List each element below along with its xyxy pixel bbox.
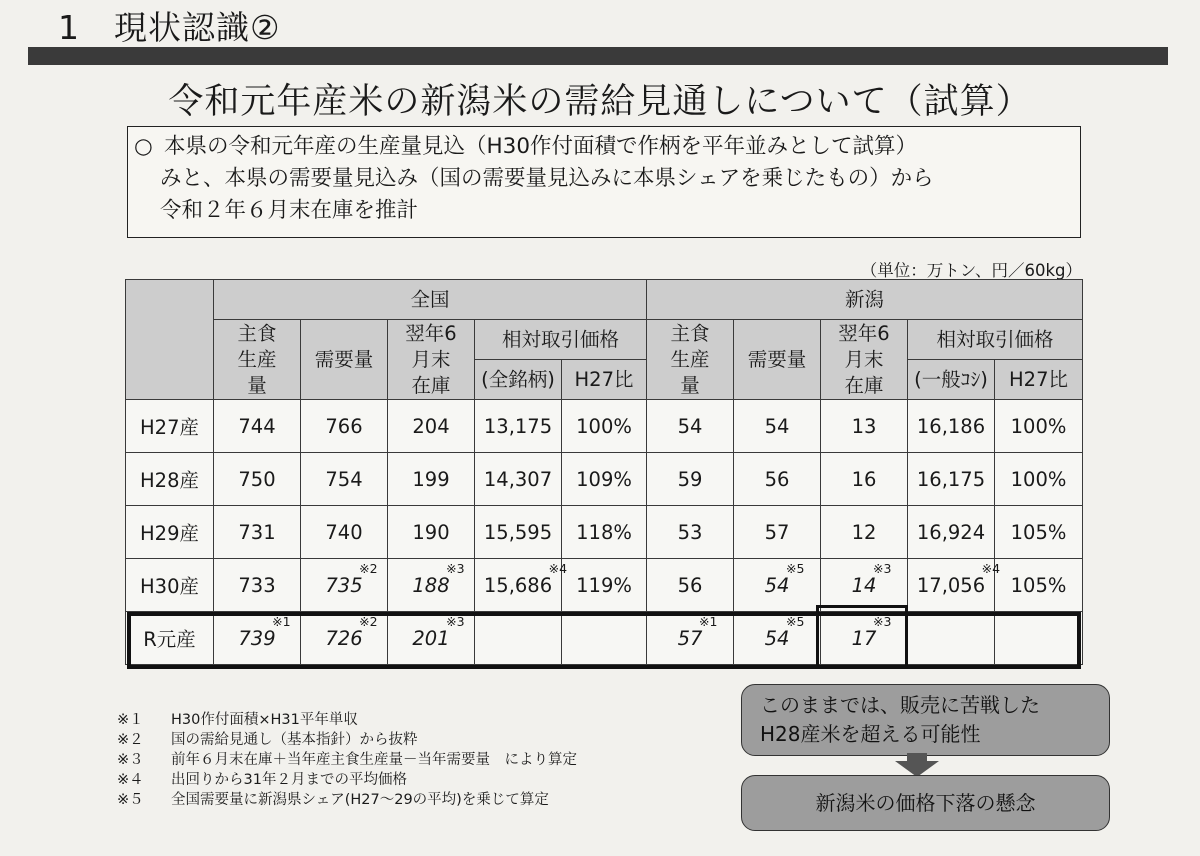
national-ratio-cell: 109%	[562, 453, 647, 506]
footnote-marker: ※3	[872, 613, 892, 629]
footnote-text: 前年６月末在庫＋当年産主食生産量－当年需要量 により算定	[171, 752, 577, 768]
footnote-marker: ※2	[359, 613, 378, 629]
footnote-marker: ※3	[446, 613, 465, 629]
bullet-circle: ○	[134, 134, 153, 159]
national-production-cell: 733	[214, 559, 301, 612]
footnote-text: 全国需要量に新潟県シェア(H27～29の平均)を乗じて算定	[171, 792, 549, 808]
summary-box	[127, 126, 1081, 238]
niigata-ratio-cell: 100%	[995, 453, 1083, 506]
concern-callout: 新潟米の価格下落の懸念	[741, 775, 1110, 831]
footnote-text: 国の需給見通し（基本指針）から抜粋	[171, 732, 418, 748]
risk-callout	[741, 684, 1110, 756]
slide-title: 1 現状認識②	[58, 8, 281, 47]
header-national-production: 主食 生産量	[214, 320, 301, 400]
niigata-demand-cell	[734, 559, 821, 612]
header-national: 全国	[214, 280, 647, 320]
header-niigata-production: 主食 生産量	[647, 320, 734, 400]
footnote-text: 出回りから31年２月までの平均価格	[171, 772, 407, 788]
header-national-vs-h27: H27比	[562, 360, 647, 400]
footnote-marker: ※4	[548, 560, 568, 576]
footnote-marker: ※1	[272, 613, 291, 629]
r1-row-highlight-frame	[127, 612, 1081, 669]
niigata-ratio-cell: 105%	[995, 559, 1083, 612]
cell-value: 726	[325, 626, 363, 650]
table-row-h30	[126, 559, 1083, 612]
niigata-ratio-cell: 105%	[995, 506, 1083, 559]
cell-value: 17,056	[916, 573, 986, 597]
risk-callout-line-1: このままでは、販売に苦戦した	[760, 693, 1040, 717]
arrow-down-icon	[893, 753, 941, 777]
row-label: R元産	[126, 612, 214, 665]
title-underline-bar	[28, 47, 1168, 65]
niigata-stock-cell: 13	[821, 400, 908, 453]
niigata-price-cell	[908, 559, 1001, 612]
national-ratio-cell: 118%	[562, 506, 647, 559]
unit-note: （単位：万トン、円／60kg）	[860, 261, 1082, 280]
national-demand-cell: 740	[301, 506, 388, 559]
cell-value: 57	[677, 626, 703, 650]
cell-value: 15,686	[483, 573, 553, 597]
footnote-mark: ※２	[117, 732, 144, 748]
national-stock-cell: 190	[388, 506, 475, 559]
row-label: H28産	[126, 453, 214, 506]
summary-line-3: 令和２年６月末在庫を推計	[160, 198, 419, 223]
footnote-5	[117, 790, 577, 810]
niigata-demand-cell: 56	[734, 453, 821, 506]
cell-value: 14	[851, 573, 877, 597]
niigata-ratio-cell: 100%	[995, 400, 1083, 453]
footnote-4	[117, 770, 577, 790]
header-niigata-demand: 需要量	[734, 320, 821, 400]
national-production-cell: 744	[214, 400, 301, 453]
niigata-stock-highlight-frame	[816, 605, 908, 669]
header-national-all-brands: (全銘柄)	[475, 360, 562, 400]
niigata-production-cell: 56	[647, 559, 734, 612]
summary-line-2: みと、本県の需要量見込み（国の需要量見込みに本県シェアを乗じたもの）から	[160, 166, 934, 191]
header-niigata-price: 相対取引価格	[908, 320, 1083, 360]
row-label: H30産	[126, 559, 214, 612]
cell-value: 739	[238, 626, 276, 650]
supply-demand-table-wrapper	[125, 279, 1083, 665]
national-ratio-cell: 119%	[562, 559, 647, 612]
header-niigata-koshihikari: (一般ｺｼ)	[908, 360, 995, 400]
footnote-marker: ※5	[785, 560, 805, 576]
niigata-stock-cell: 12	[821, 506, 908, 559]
niigata-demand-cell: 54	[734, 400, 821, 453]
row-label: H29産	[126, 506, 214, 559]
header-niigata-stock: 翌年6 月末在庫	[821, 320, 908, 400]
national-production-cell: 750	[214, 453, 301, 506]
summary-line-1	[134, 131, 1080, 163]
cell-value: 735	[325, 573, 363, 597]
national-demand-cell: 754	[301, 453, 388, 506]
table-row-h28	[126, 453, 1083, 506]
table-row-h29	[126, 506, 1083, 559]
slide-subtitle: 令和元年産米の新潟米の需給見通しについて（試算）	[168, 82, 1032, 122]
niigata-production-cell: 59	[647, 453, 734, 506]
header-national-price: 相対取引価格	[475, 320, 647, 360]
supply-demand-table	[125, 279, 1083, 665]
national-demand-cell	[301, 559, 388, 612]
footnote-mark: ※１	[117, 712, 144, 728]
footnote-3	[117, 750, 577, 770]
footnote-marker: ※3	[872, 560, 892, 576]
footnotes	[117, 710, 577, 810]
footnote-mark: ※５	[117, 792, 144, 808]
cell-value: 17	[851, 626, 877, 650]
cell-value: 201	[412, 626, 450, 650]
header-corner	[126, 280, 214, 400]
footnote-marker: ※2	[359, 560, 378, 576]
summary-text-1: 本県の令和元年産の生産量見込（H30作付面積で作柄を平年並みとして試算）	[164, 134, 918, 159]
footnote-marker: ※4	[981, 560, 1001, 576]
national-price-cell: 14,307	[475, 453, 562, 506]
footnote-text: H30作付面積×H31平年単収	[171, 712, 358, 728]
national-price-cell: 13,175	[475, 400, 562, 453]
footnote-marker: ※1	[698, 613, 718, 629]
table-row-h27	[126, 400, 1083, 453]
header-national-demand: 需要量	[301, 320, 388, 400]
niigata-stock-cell	[821, 559, 908, 612]
national-stock-cell: 204	[388, 400, 475, 453]
risk-callout-line-2: H28産米を超える可能性	[760, 722, 981, 746]
cell-value: 188	[412, 573, 450, 597]
footnote-2	[117, 730, 577, 750]
footnote-mark: ※４	[117, 772, 144, 788]
footnote-marker: ※5	[785, 613, 805, 629]
header-niigata-vs-h27: H27比	[995, 360, 1083, 400]
national-stock-cell	[388, 559, 475, 612]
niigata-price-cell: 16,186	[908, 400, 995, 453]
national-price-cell: 15,595	[475, 506, 562, 559]
row-label: H27産	[126, 400, 214, 453]
national-demand-cell: 766	[301, 400, 388, 453]
cell-value: 54	[764, 626, 790, 650]
niigata-price-cell: 16,924	[908, 506, 995, 559]
header-national-stock: 翌年6 月末在庫	[388, 320, 475, 400]
header-niigata: 新潟	[647, 280, 1083, 320]
niigata-demand-cell: 57	[734, 506, 821, 559]
niigata-stock-cell: 16	[821, 453, 908, 506]
national-ratio-cell: 100%	[562, 400, 647, 453]
national-price-cell	[475, 559, 568, 612]
footnote-mark: ※３	[117, 752, 144, 768]
national-production-cell: 731	[214, 506, 301, 559]
national-stock-cell: 199	[388, 453, 475, 506]
footnote-marker: ※3	[446, 560, 465, 576]
footnote-1	[117, 710, 577, 730]
niigata-price-cell: 16,175	[908, 453, 995, 506]
niigata-production-cell: 54	[647, 400, 734, 453]
niigata-production-cell: 53	[647, 506, 734, 559]
cell-value: 54	[764, 573, 790, 597]
